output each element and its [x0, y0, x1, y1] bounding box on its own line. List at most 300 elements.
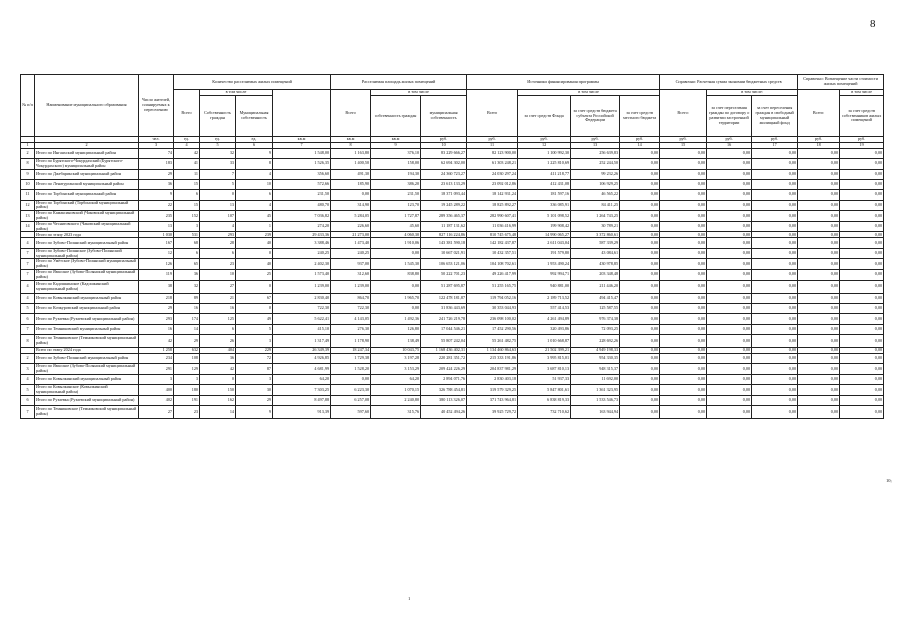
value-cell: 0,00: [840, 190, 884, 200]
value-cell: 0,00: [798, 221, 840, 232]
row-number: 4: [21, 280, 35, 293]
value-cell: 0,00: [660, 314, 707, 324]
value-cell: 119 794 052,16: [467, 293, 518, 303]
value-cell: 6: [200, 248, 236, 259]
value-cell: 0,00: [707, 314, 752, 324]
value-cell: 36: [200, 353, 236, 363]
value-cell: 23: [174, 406, 200, 419]
value-cell: 158,00: [371, 158, 421, 169]
value-cell: 0,00: [660, 158, 707, 169]
value-cell: 65: [174, 259, 200, 270]
column-number: 10: [421, 142, 467, 148]
value-cell: 163 944,94: [571, 406, 620, 419]
value-cell: 0,00: [840, 364, 884, 375]
value-cell: 0,00: [707, 169, 752, 179]
value-cell: 41: [174, 158, 200, 169]
table-row: [21, 334, 884, 347]
row-number: 4: [21, 238, 35, 248]
row-number: 9: [21, 169, 35, 179]
value-cell: 241 726 219,78: [421, 314, 467, 324]
column-number: 17: [752, 142, 798, 148]
value-cell: 181 597,16: [518, 190, 571, 200]
value-cell: 11: [174, 169, 200, 179]
row-number: 5: [21, 385, 35, 396]
value-cell: 0,00: [798, 148, 840, 158]
value-cell: 51 255 165,75: [467, 280, 518, 293]
header-area-incl: в том числе: [371, 90, 467, 96]
value-cell: 0,00: [840, 179, 884, 189]
value-cell: 126: [139, 259, 174, 270]
unit-cell: кв.м: [273, 137, 331, 143]
value-cell: 293: [139, 314, 174, 324]
value-cell: 0,00: [798, 169, 840, 179]
value-cell: 0,00: [660, 169, 707, 179]
value-cell: 1 910,06: [371, 238, 421, 248]
value-cell: 191: [174, 395, 200, 405]
value-cell: 0,00: [620, 248, 660, 259]
value-cell: 0,00: [840, 211, 884, 222]
value-cell: 0,00: [707, 232, 752, 238]
value-cell: 0,00: [798, 347, 840, 353]
value-cell: 7 036,82: [273, 211, 331, 222]
value-cell: 36: [139, 179, 174, 189]
municipality-name: Итого по Темниковский муниципальный район: [35, 324, 139, 334]
value-cell: 240,25: [331, 248, 371, 259]
value-cell: 976 374,38: [571, 314, 620, 324]
value-cell: 0,00: [660, 270, 707, 281]
value-cell: 0,00: [707, 259, 752, 270]
value-cell: 204 837 981,29: [467, 364, 518, 375]
header-group-finance: Источники финансирования программы: [467, 75, 660, 90]
municipality-name: Итого по Зубово-Полянский муниципальный район: [35, 353, 139, 363]
value-cell: 5 284,05: [331, 211, 371, 222]
unit-cell: руб.: [752, 137, 798, 143]
value-cell: 0,00: [798, 238, 840, 248]
value-cell: 49 226 417,99: [467, 270, 518, 281]
value-cell: 376,10: [371, 148, 421, 158]
value-cell: 0,00: [620, 293, 660, 303]
column-number: 7: [273, 142, 331, 148]
value-cell: 0,00: [752, 364, 798, 375]
value-cell: 0,00: [620, 406, 660, 419]
value-cell: 152: [174, 211, 200, 222]
value-cell: 412 431,08: [518, 179, 571, 189]
unit-cell: руб.: [707, 137, 752, 143]
value-cell: 0,00: [752, 221, 798, 232]
municipality-name: Итого по Бурятского-Чокурдахский (Бурятского-Чокурдахского) муниципальный район: [35, 158, 139, 169]
row-number: 7: [21, 248, 35, 259]
column-number: 2: [35, 142, 139, 148]
value-cell: 0,00: [798, 385, 840, 396]
column-number: 3: [139, 142, 174, 148]
value-cell: 228 692,26: [571, 334, 620, 347]
value-cell: 289 356 465,37: [421, 211, 467, 222]
row-number: 2: [21, 353, 35, 363]
value-cell: 0,00: [707, 324, 752, 334]
value-cell: 4: [236, 200, 273, 211]
value-cell: 11 036 416,99: [467, 221, 518, 232]
value-cell: 0,00: [620, 353, 660, 363]
municipality-name: Итого по Торбонский (Торбонский муниципальный район): [35, 200, 139, 211]
value-cell: 7 303,25: [273, 385, 331, 396]
value-cell: 319 579 329,25: [467, 385, 518, 396]
municipality-name: Итого по Торбонский муниципальный район: [35, 190, 139, 200]
value-cell: 4 681,99: [273, 364, 331, 375]
value-cell: 22: [139, 200, 174, 211]
value-cell: 55 261 482,75: [467, 334, 518, 347]
value-cell: 0,00: [707, 334, 752, 347]
value-cell: 0,00: [752, 347, 798, 353]
value-cell: 64,20: [371, 374, 421, 384]
value-cell: 236 098 100,02: [467, 314, 518, 324]
table-row: [21, 385, 884, 396]
value-cell: 0,00: [707, 200, 752, 211]
value-cell: 1 258: [139, 347, 174, 353]
value-cell: 0,00: [752, 211, 798, 222]
value-cell: 18 247,34: [331, 347, 371, 353]
municipality-name: Итого по Ковылкинский муниципальный район: [35, 293, 139, 303]
value-cell: 1 317,49: [273, 334, 331, 347]
value-cell: 125: [200, 314, 236, 324]
header-no: № п/п: [21, 75, 35, 137]
value-cell: 25: [236, 270, 273, 281]
value-cell: 29: [174, 334, 200, 347]
value-cell: 119: [139, 270, 174, 281]
value-cell: 61 303 248,21: [467, 158, 518, 169]
value-cell: 0,00: [752, 353, 798, 363]
value-cell: 24 360 723,27: [421, 169, 467, 179]
value-cell: 0,00: [840, 385, 884, 396]
value-cell: 4 949 198,33: [571, 347, 620, 353]
header-qty-blank: [273, 90, 331, 137]
value-cell: 74: [139, 148, 174, 158]
table-row: [21, 304, 884, 314]
value-cell: 0,00: [707, 353, 752, 363]
value-cell: 3 388,46: [273, 238, 331, 248]
table-row: [21, 169, 884, 179]
value-cell: 27: [139, 406, 174, 419]
table-row: [21, 280, 884, 293]
value-cell: 0,00: [840, 238, 884, 248]
value-cell: 1 729,38: [331, 353, 371, 363]
value-cell: 312,60: [331, 270, 371, 281]
value-cell: 1 492,36: [371, 314, 421, 324]
value-cell: 0,00: [620, 221, 660, 232]
value-cell: 2 894 071,76: [421, 374, 467, 384]
value-cell: 0,00: [840, 148, 884, 158]
value-cell: 218: [139, 293, 174, 303]
value-cell: 17 452 290,56: [467, 324, 518, 334]
value-cell: 0,00: [798, 158, 840, 169]
value-cell: 0,00: [620, 334, 660, 347]
municipality-name: Итого по Зубово-Полянское (Зубово-Полянский муниципальный район): [35, 248, 139, 259]
table-row: [21, 158, 884, 169]
row-number: 13: [21, 211, 35, 222]
value-cell: 229: [236, 347, 273, 353]
value-cell: 0,00: [840, 395, 884, 405]
row-number: 4: [21, 374, 35, 384]
value-cell: 0,00: [707, 248, 752, 259]
value-cell: 6 838 819,33: [518, 395, 571, 405]
value-cell: 3 687 810,13: [518, 364, 571, 375]
value-cell: 0,00: [752, 232, 798, 238]
column-number: 18: [798, 142, 840, 148]
value-cell: 0,00: [752, 406, 798, 419]
value-cell: 174: [174, 314, 200, 324]
value-cell: 0,00: [840, 374, 884, 384]
value-cell: 0,00: [620, 385, 660, 396]
header-ref1-incl: в том числе:: [707, 90, 798, 96]
value-cell: 0,00: [620, 179, 660, 189]
header-ref2a: за счет средств собственников жилых помещений: [840, 96, 884, 137]
value-cell: 106 653 121,06: [421, 259, 467, 270]
value-cell: 26: [200, 334, 236, 347]
value-cell: 2 830,40: [273, 293, 331, 303]
value-cell: 0,00: [620, 200, 660, 211]
value-cell: 1 965,70: [371, 293, 421, 303]
row-number: 7: [21, 406, 35, 419]
value-cell: 2 240,80: [371, 395, 421, 405]
value-cell: 0,00: [798, 395, 840, 405]
value-cell: 531: [174, 232, 200, 238]
value-cell: 7: [200, 169, 236, 179]
value-cell: 0: [236, 304, 273, 314]
header-fund: за счет средств Фонда: [518, 96, 571, 137]
value-cell: 0,00: [798, 364, 840, 375]
value-cell: 0,00: [752, 314, 798, 324]
value-cell: 597,60: [331, 406, 371, 419]
value-cell: 274,20: [273, 221, 331, 232]
municipality-name: Итого по Зубово-Полянский муниципальный район: [35, 238, 139, 248]
value-cell: 45,60: [371, 221, 421, 232]
column-number: 14: [620, 142, 660, 148]
unit-cell: чел.: [139, 137, 174, 143]
value-cell: 1 178,90: [331, 334, 371, 347]
value-cell: 0,00: [660, 238, 707, 248]
value-cell: 404: [200, 347, 236, 353]
value-cell: 0,00: [798, 374, 840, 384]
value-cell: 28: [200, 238, 236, 248]
header-ref2-incl: в том числе: [840, 90, 884, 96]
value-cell: 220 281 351,72: [421, 353, 467, 363]
value-cell: 0,00: [707, 347, 752, 353]
municipality-name: Итого по Камаксиновский (Чаковский муниципальный район): [35, 211, 139, 222]
value-cell: 5 622,41: [273, 314, 331, 324]
value-cell: 0,00: [752, 190, 798, 200]
value-cell: 276,30: [331, 324, 371, 334]
value-cell: 67: [236, 293, 273, 303]
value-cell: 0,00: [752, 158, 798, 169]
value-cell: 940 881,00: [518, 280, 571, 293]
value-cell: 864,70: [331, 293, 371, 303]
value-cell: 5 101 098,52: [518, 211, 571, 222]
value-cell: 0,00: [620, 158, 660, 169]
value-cell: 62 694 302,00: [421, 158, 467, 169]
header-ref1a: за счет переселения граждан по договору о развитии застроенной территории: [707, 96, 752, 137]
value-cell: 9: [236, 148, 273, 158]
value-cell: 0,00: [620, 270, 660, 281]
value-cell: 12: [139, 248, 174, 259]
value-cell: 31 836 443,69: [421, 304, 467, 314]
value-cell: 371 743 964,81: [467, 395, 518, 405]
value-cell: 400: [139, 385, 174, 396]
municipality-name: Итого по Умётское (Зубово-Полянский муниципальный район): [35, 259, 139, 270]
value-cell: 0,00: [707, 374, 752, 384]
value-cell: 183: [139, 158, 174, 169]
value-cell: 282 990 607,41: [467, 211, 518, 222]
value-cell: 194,30: [371, 169, 421, 179]
value-cell: 142 182 437,87: [467, 238, 518, 248]
table-row: [21, 314, 884, 324]
value-cell: 0,00: [798, 259, 840, 270]
value-cell: 29: [236, 395, 273, 405]
value-cell: 336 085,91: [518, 200, 571, 211]
value-cell: 215 333 191,86: [467, 353, 518, 363]
value-cell: 0,00: [707, 395, 752, 405]
value-cell: 0,00: [620, 259, 660, 270]
value-cell: 0,00: [707, 211, 752, 222]
value-cell: 4: [236, 169, 273, 179]
value-cell: 14: [174, 324, 200, 334]
value-cell: 0,00: [840, 232, 884, 238]
value-cell: 0,00: [752, 179, 798, 189]
value-cell: 231,50: [371, 190, 421, 200]
value-cell: 0,00: [798, 211, 840, 222]
value-cell: 0,00: [752, 324, 798, 334]
value-cell: 3: [174, 374, 200, 384]
value-cell: 150: [200, 385, 236, 396]
value-cell: 226,60: [331, 221, 371, 232]
value-cell: 386,20: [371, 179, 421, 189]
value-cell: 1 010 668,87: [518, 334, 571, 347]
header-municipal-area: муниципальная собственность: [421, 96, 467, 137]
value-cell: 8 497,88: [273, 395, 331, 405]
value-cell: 13: [139, 221, 174, 232]
unit-cell: руб.: [571, 137, 620, 143]
unit-cell: руб.: [840, 137, 884, 143]
value-cell: 4 060,30: [371, 232, 421, 238]
value-cell: 0,00: [840, 270, 884, 281]
value-cell: 11 187 131,62: [421, 221, 467, 232]
value-cell: 64,20: [273, 374, 331, 384]
value-cell: 24 030 297,24: [467, 169, 518, 179]
value-cell: 1 163,80: [331, 148, 371, 158]
row-number: 2: [21, 148, 35, 158]
header-own-citizens: Собственность граждан: [200, 96, 236, 137]
value-cell: 3 153,29: [371, 364, 421, 375]
value-cell: 0,00: [752, 259, 798, 270]
value-cell: 0,00: [798, 406, 840, 419]
table-row: [21, 200, 884, 211]
value-cell: 0,00: [840, 314, 884, 324]
value-cell: 143 381 590,18: [421, 238, 467, 248]
value-cell: 14: [200, 406, 236, 419]
value-cell: 125 587,55: [571, 304, 620, 314]
row-number: 12: [21, 200, 35, 211]
value-cell: 0,00: [752, 385, 798, 396]
value-cell: 0,00: [660, 353, 707, 363]
row-number: 11: [21, 190, 35, 200]
value-cell: 29: [139, 169, 174, 179]
value-cell: 1 953 490,24: [518, 259, 571, 270]
value-cell: 0,00: [707, 406, 752, 419]
value-cell: 1: [236, 221, 273, 232]
table-row: [21, 395, 884, 405]
value-cell: 51 287 695,87: [421, 280, 467, 293]
value-cell: 632: [174, 347, 200, 353]
value-cell: 0,00: [660, 324, 707, 334]
value-cell: 122 478 181,87: [421, 293, 467, 303]
value-cell: 235: [139, 211, 174, 222]
value-cell: 0,00: [660, 374, 707, 384]
value-cell: 10 432 357,51: [467, 248, 518, 259]
row-number: 5: [21, 304, 35, 314]
value-cell: 1 533 546,73: [571, 395, 620, 405]
value-cell: 557 414,53: [518, 304, 571, 314]
value-cell: 491,30: [331, 169, 371, 179]
value-cell: 0,00: [660, 406, 707, 419]
value-cell: 415,10: [273, 324, 331, 334]
table-row: [21, 211, 884, 222]
value-cell: 937,00: [331, 259, 371, 270]
value-cell: 5 847 801,61: [518, 385, 571, 396]
header-fin-total: Всего: [467, 90, 518, 137]
value-cell: 402: [139, 395, 174, 405]
unit-cell: кв.м: [331, 137, 371, 143]
value-cell: 0,00: [660, 148, 707, 158]
value-cell: 50 222 701,23: [421, 270, 467, 281]
value-cell: 4 926,85: [273, 353, 331, 363]
value-cell: 1 239,00: [273, 280, 331, 293]
header-ref1b: за счет переселения граждан в свободный муниципальный жилищный фонд: [752, 96, 798, 137]
value-cell: 234: [139, 353, 174, 363]
value-cell: 9: [236, 406, 273, 419]
value-cell: 0,00: [707, 364, 752, 375]
value-cell: 430 978,85: [571, 259, 620, 270]
value-cell: 2 830 403,18: [467, 374, 518, 384]
value-cell: 13: [200, 200, 236, 211]
header-name: Наименование муниципального образования: [35, 75, 139, 137]
value-cell: 3: [139, 374, 174, 384]
value-cell: 167: [139, 238, 174, 248]
value-cell: 29: [139, 304, 174, 314]
value-cell: 23 092 012,86: [467, 179, 518, 189]
value-cell: 0,00: [620, 395, 660, 405]
value-cell: 1 070,15: [371, 385, 421, 396]
header-area-total: Всего: [331, 90, 371, 137]
municipality-name: Итого по Джебарикский муниципальный район: [35, 169, 139, 179]
value-cell: 291: [139, 364, 174, 375]
value-cell: 0,00: [707, 179, 752, 189]
header-own-citizens-area: собственность граждан: [371, 96, 421, 137]
value-cell: 42: [200, 364, 236, 375]
row-number: 10: [21, 179, 35, 189]
value-cell: 315,76: [371, 406, 421, 419]
table-row: [21, 248, 884, 259]
value-cell: 21 502 399,21: [518, 347, 571, 353]
value-cell: 26 349,39: [273, 347, 331, 353]
value-cell: 55 807 242,04: [421, 334, 467, 347]
row-number: 14: [21, 221, 35, 232]
municipality-name: Итого по Ковылкинское (Ковылкинский муниципальный район): [35, 385, 139, 396]
value-cell: 954 330,35: [571, 353, 620, 363]
municipality-name: Итого по Чеснятовского (Чаковский муниципальный район): [35, 221, 139, 232]
municipality-name: Итого по Ленатурганский муниципальный район: [35, 179, 139, 189]
value-cell: 203 348,48: [571, 270, 620, 281]
table-row: [21, 324, 884, 334]
value-cell: 6 223,30: [331, 385, 371, 396]
value-cell: 4 261 494,89: [518, 314, 571, 324]
